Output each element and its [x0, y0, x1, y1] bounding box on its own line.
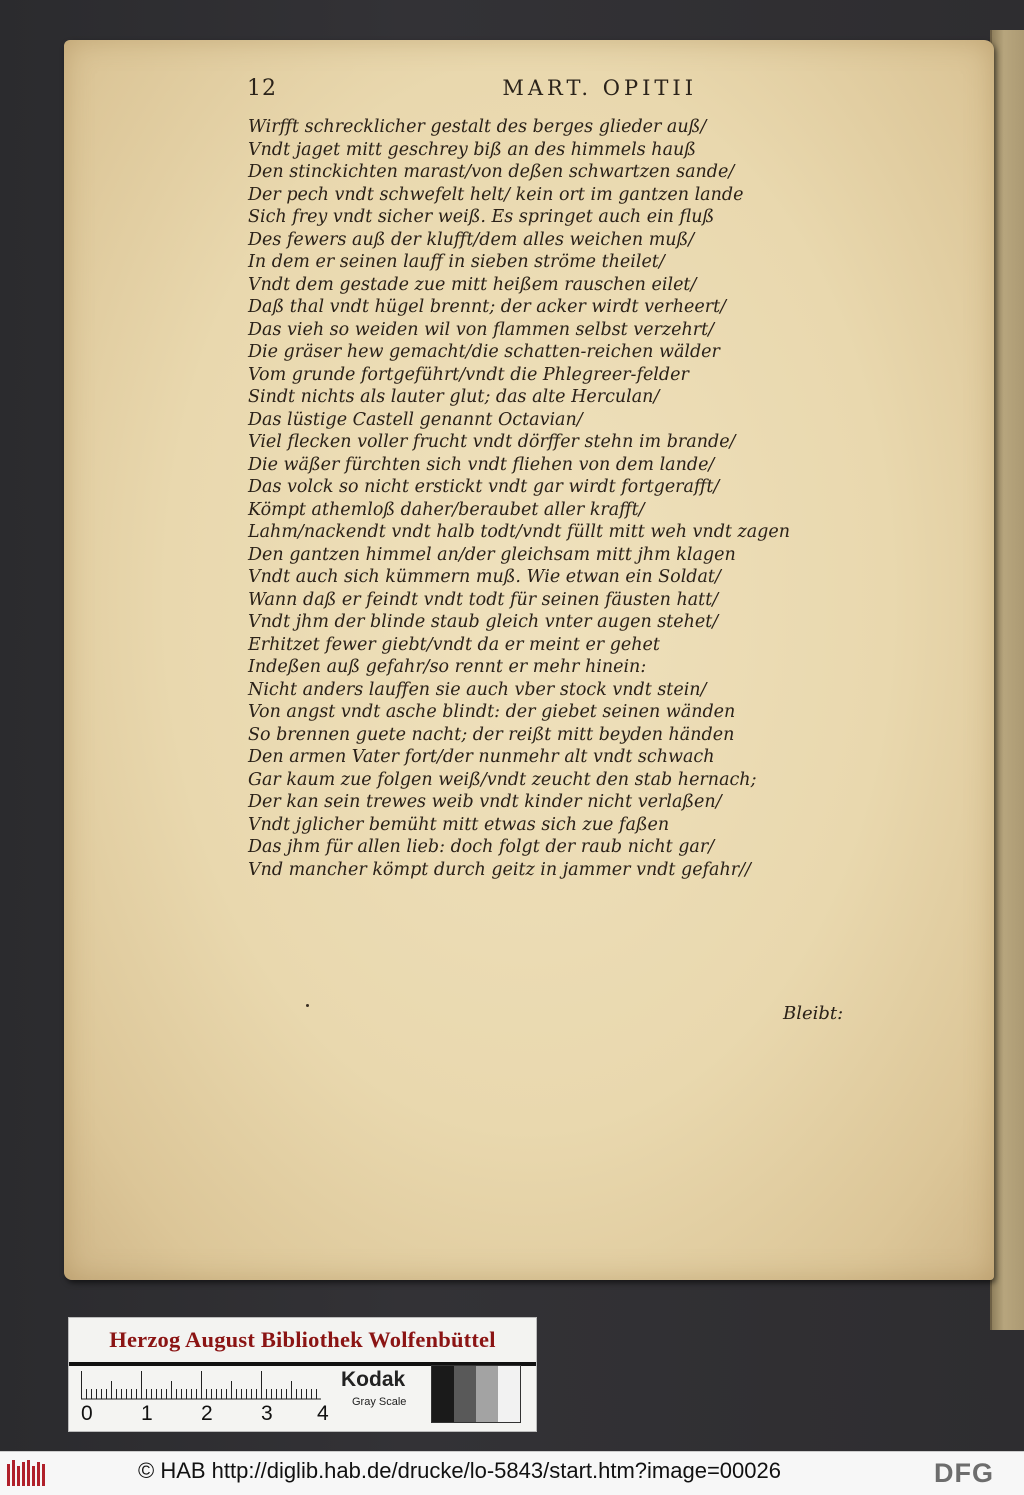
catchword: Bleibt:: [783, 1003, 844, 1024]
verse-line: In dem er seinen lauff in sieben ströme theilet/: [248, 252, 665, 272]
verse-line: Gar kaum zue folgen weiß/vndt zeucht den stab hernach;: [248, 769, 757, 790]
verse-line: Den gantzen himmel an/der gleichsam mitt jhm klagen: [248, 544, 736, 565]
verse-line: Sich frey vndt sicher weiß. Es springet auch ein fluß: [248, 207, 715, 227]
verse-line: Die gräser hew gemacht/die schatten-reichen wälder: [248, 342, 720, 362]
gray-patch: [498, 1366, 520, 1422]
verse-line: Vndt jhm der blinde staub gleich vnter augen stehet/: [248, 612, 719, 632]
ruler-numbers: [77, 1402, 337, 1428]
page-number: 12: [247, 76, 277, 101]
verse-line: Vndt jaget mitt geschrey biß an des himmels hauß: [248, 139, 696, 160]
verse-line: Das lüstige Castell genannt Octavian/: [248, 409, 583, 430]
gray-scale-patches: [431, 1365, 521, 1423]
ruler-scale: [81, 1370, 321, 1400]
hab-bars-logo-icon: [6, 1458, 48, 1490]
verse-line: Daß thal vndt hügel brennt; der acker wirdt verheert/: [248, 297, 727, 317]
verse-line: Vom grunde fortgeführt/vndt die Phlegreer-felder: [248, 364, 689, 385]
verse-line: Von angst vndt asche blindt: der giebet seinen wänden: [248, 702, 736, 722]
ruler-number: 0: [81, 1402, 93, 1425]
institution-label: Herzog August Bibliothek Wolfenbüttel: [69, 1318, 536, 1366]
gray-scale-label: Gray Scale: [352, 1396, 407, 1408]
verse-block: [248, 116, 808, 881]
verse-line: Des fewers auß der klufft/dem alles weichen muß/: [248, 229, 695, 250]
verse-line: Den armen Vater fort/der nunmehr alt vndt schwach: [248, 747, 715, 767]
verse-line: Lahm/nackendt vndt halb todt/vndt füllt mitt weh vndt zagen: [248, 522, 790, 542]
ruler-number: 2: [201, 1402, 213, 1425]
copyright-link[interactable]: © HAB http://diglib.hab.de/drucke/lo-5843/start.htm?image=00026: [138, 1458, 781, 1483]
dfg-logo: DFG: [934, 1458, 994, 1488]
verse-line: Den stinckichten marast/von deßen schwartzen sande/: [248, 162, 735, 182]
ink-speck: [306, 1004, 309, 1007]
verse-line: Kömpt athemloß daher/beraubet aller krafft/: [248, 499, 645, 520]
ruler-number: 1: [141, 1402, 153, 1425]
verse-line: Indeßen auß gefahr/so rennt er mehr hinein:: [248, 657, 647, 677]
verse-line: Wirfft schrecklicher gestalt des berges glieder auß/: [248, 117, 707, 137]
verse-line: Das jhm für allen lieb: doch folgt der raub nicht gar/: [248, 837, 715, 857]
verse-line: Der pech vndt schwefelt helt/ kein ort im gantzen lande: [248, 184, 744, 205]
gray-patch: [476, 1366, 498, 1422]
kodak-brand: Kodak: [341, 1368, 406, 1391]
verse-line: Das vieh so weiden wil von flammen selbst verzehrt/: [248, 319, 715, 340]
running-head: [247, 76, 697, 106]
gray-patch: [454, 1366, 476, 1422]
verse-line: Nicht anders lauffen sie auch vber stock vndt stein/: [248, 679, 707, 700]
color-calibration-card: [68, 1317, 537, 1432]
ruler-number: 4: [317, 1402, 329, 1425]
verse-line: So brennen guete nacht; der reißt mitt beyden händen: [248, 724, 735, 745]
running-title: MART. OPITII: [502, 76, 697, 100]
verse-line: Vndt dem gestade zue mitt heißem rauschen eilet/: [248, 274, 697, 295]
verse-line: Vnd mancher kömpt durch geitz in jammer vndt gefahr//: [248, 859, 751, 880]
verse-line: Erhitzet fewer giebt/vndt da er meint er gehet: [248, 634, 660, 655]
ruler-number: 3: [261, 1402, 273, 1425]
verse-line: Vndt auch sich kümmern muß. Wie etwan ein Soldat/: [248, 567, 721, 587]
verse-line: Die wäßer fürchten sich vndt fliehen von dem lande/: [248, 454, 715, 475]
verse-line: Das volck so nicht erstickt vndt gar wirdt fortgerafft/: [248, 477, 720, 497]
gray-patch: [432, 1366, 454, 1422]
verse-line: Der kan sein trewes weib vndt kinder nicht verlaßen/: [248, 792, 722, 812]
verse-line: Wann daß er feindt vndt todt für seinen fäusten hatt/: [248, 589, 719, 610]
verse-line: Vndt jglicher bemüht mitt etwas sich zue faßen: [248, 814, 670, 835]
adjacent-page-edge: [990, 30, 1024, 1330]
footer-bar: [0, 1451, 1024, 1495]
verse-line: Viel flecken voller frucht vndt dörffer stehn im brande/: [248, 432, 736, 452]
verse-line: Sindt nichts als lauter glut; das alte Herculan/: [248, 387, 660, 407]
